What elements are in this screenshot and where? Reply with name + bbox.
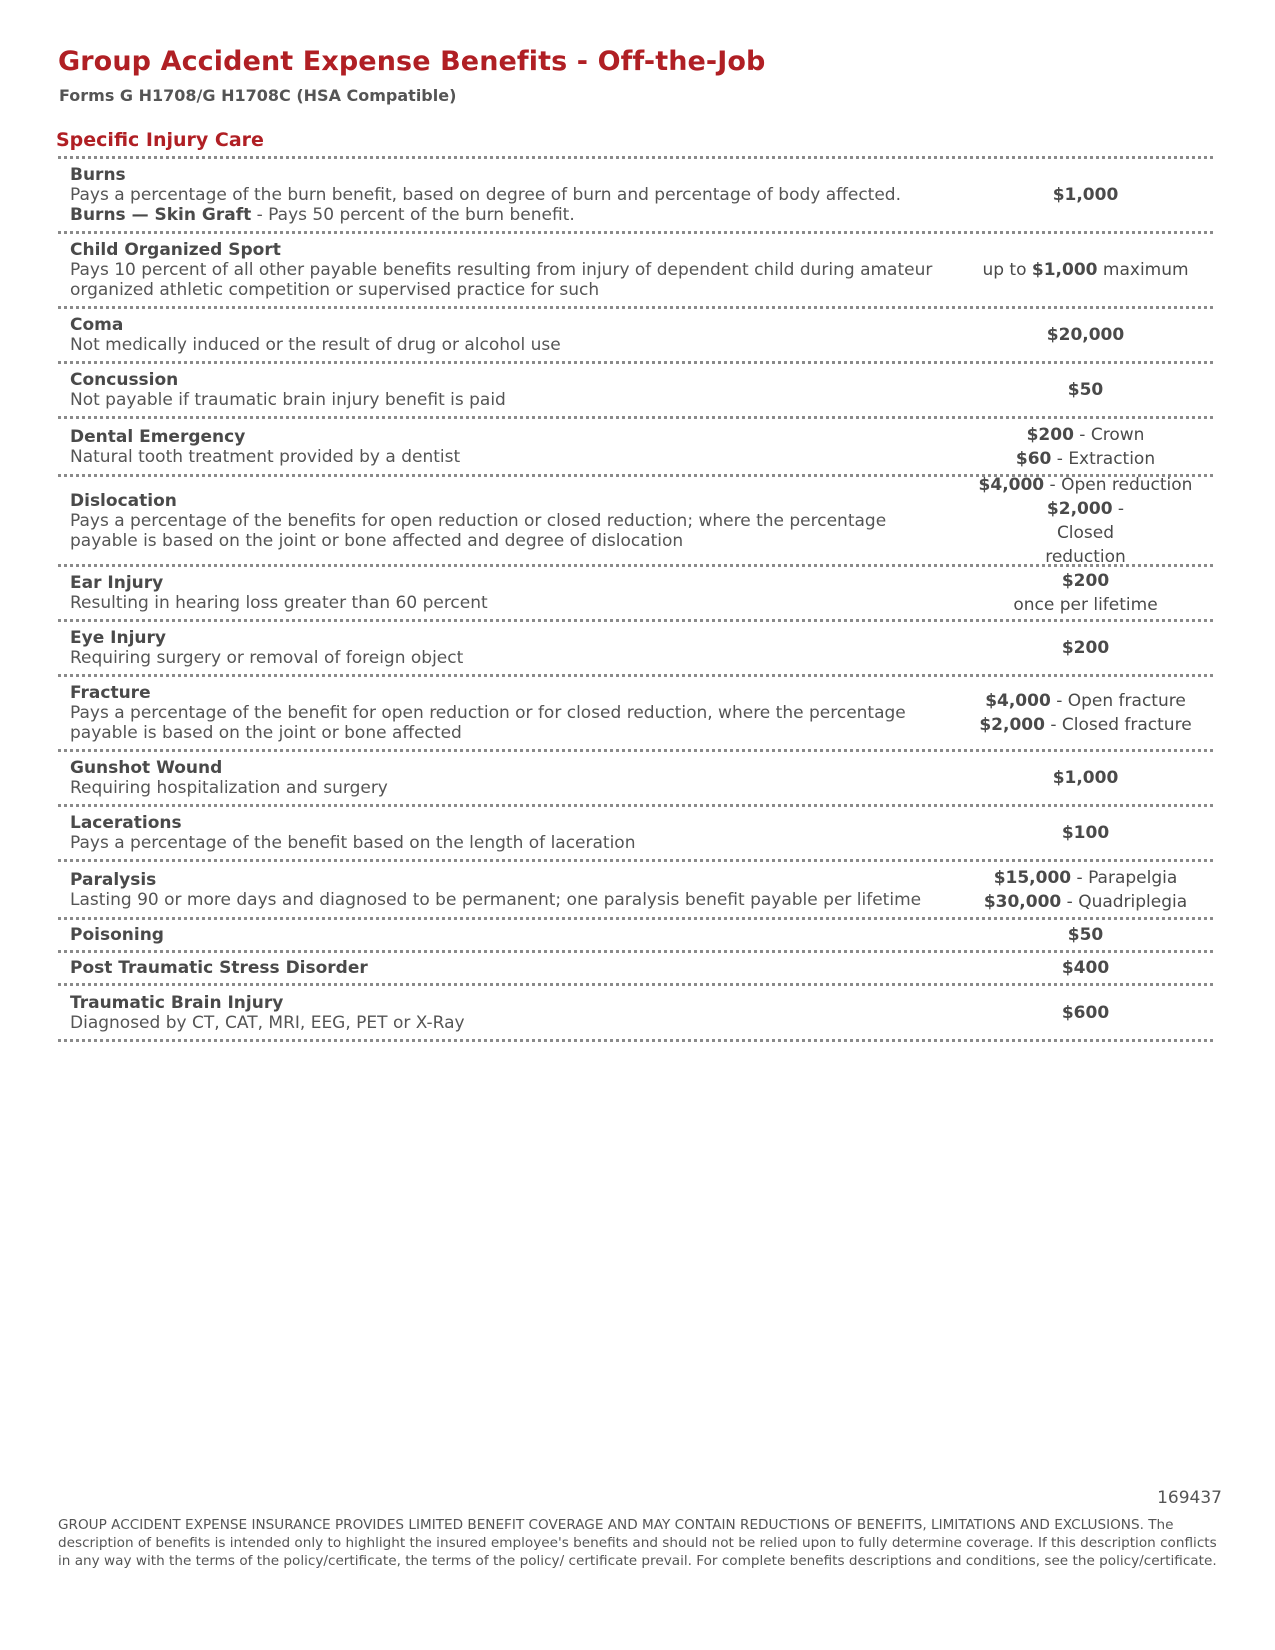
benefit-description: Pays a percentage of the benefit based on the length of laceration (70, 833, 636, 853)
benefit-description: Diagnosed by CT, CAT, MRI, EEG, PET or X-Ray (70, 1012, 465, 1033)
benefit-name: Lacerations (70, 813, 182, 833)
benefit-details (58, 683, 958, 743)
amount-label: - Extraction (1051, 448, 1156, 469)
benefit-amount-cell (958, 636, 1213, 660)
benefit-details (58, 925, 958, 945)
benefit-description: Not medically induced or the result of drug or alcohol use (70, 335, 561, 355)
benefit-description: Pays a percentage of the burn benefit, based on degree of burn and percentage of body affected. (70, 185, 901, 205)
benefit-description: Lasting 90 or more days and diagnosed to be permanent; one paralysis benefit payable per lifetime (70, 889, 922, 910)
benefit-amount: $1,000 (1031, 260, 1098, 280)
benefit-row-traumatic-brain-injury (58, 986, 1213, 1042)
amount-label: - Crown (1073, 424, 1145, 445)
amount-label: - Parapelgia (1071, 867, 1178, 888)
benefit-amount: $400 (1061, 958, 1110, 978)
benefit-amount: $4,000 (978, 474, 1045, 495)
benefit-name: Dislocation (70, 490, 177, 511)
benefits-table (58, 156, 1213, 1042)
benefit-name: Post Traumatic Stress Disorder (70, 958, 368, 978)
benefit-row-dental-emergency (58, 419, 1213, 477)
amount-label: - Open fracture (1050, 691, 1186, 711)
amount-line (958, 423, 1213, 447)
benefit-details (58, 993, 958, 1033)
amount-line (958, 866, 1213, 890)
page-title: Group Accident Expense Benefits - Off-the-Job (58, 46, 766, 77)
benefit-name: Concussion (70, 370, 179, 390)
amount-label: - Closed fracture (1044, 715, 1192, 735)
amount-line (958, 473, 1213, 497)
amount-note: once per lifetime (1013, 595, 1158, 615)
benefit-row-eye-injury (58, 622, 1213, 677)
benefit-row-concussion (58, 364, 1213, 419)
benefit-amount-cell (958, 923, 1213, 947)
benefit-name: Ear Injury (70, 573, 164, 593)
benefit-amount: $200 (1061, 571, 1110, 591)
amount-suffix: maximum (1097, 260, 1189, 280)
benefit-name: Fracture (70, 683, 151, 703)
benefit-amount-cell (958, 956, 1213, 980)
benefit-details (58, 165, 958, 225)
benefit-details (58, 813, 958, 853)
benefit-amount-cell (958, 1001, 1213, 1025)
benefit-amount: $2,000 (1046, 498, 1113, 519)
benefit-amount-cell (958, 378, 1213, 402)
amount-line (958, 689, 1213, 713)
benefit-name: Poisoning (70, 925, 164, 945)
benefit-row-poisoning (58, 920, 1213, 953)
benefit-amount: $2,000 (979, 715, 1045, 735)
benefit-amount: $20,000 (1046, 325, 1125, 345)
benefit-amount: $50 (1067, 925, 1104, 945)
benefit-amount: $60 (1015, 448, 1052, 469)
sub-benefit-name: Burns — Skin Graft (70, 205, 252, 225)
benefit-description: Requiring hospitalization and surgery (70, 778, 388, 798)
benefit-details (58, 427, 958, 467)
benefit-amount: $50 (1067, 380, 1104, 400)
benefit-details (58, 370, 958, 410)
benefit-description: Pays 10 percent of all other payable benefits resulting from injury of dependent child during amateur organized athletic competition or supervised practice for such (70, 260, 933, 300)
benefit-description: Resulting in hearing loss greater than 60 percent (70, 593, 488, 613)
reference-number: 169437 (1157, 1488, 1222, 1508)
amount-label: - Quadriplegia (1061, 891, 1188, 912)
disclaimer-text: GROUP ACCIDENT EXPENSE INSURANCE PROVIDES LIMITED BENEFIT COVERAGE AND MAY CONTAIN REDUCTIONS OF BENEFITS, LIMITATIONS AND EXCLUSIONS. The description of benefits is intended only to highlight the insured employee's benefits and should not be relied upon to fully determine coverage. If this description conflicts in any way with the terms of the policy/certificate, the terms of the policy/ certificate prevail. For complete benefits descriptions and conditions, see the policy/certificate. (58, 1517, 1217, 1569)
benefit-amount-cell (958, 473, 1213, 569)
benefit-amount-cell (958, 569, 1213, 617)
benefit-description: Natural tooth treatment provided by a dentist (70, 446, 461, 467)
benefit-row-dislocation (58, 474, 1213, 567)
benefit-amount-cell (958, 866, 1213, 914)
benefit-amount-cell (958, 766, 1213, 790)
benefit-amount-cell (958, 689, 1213, 737)
benefit-name: Dental Emergency (70, 426, 246, 447)
benefit-name: Paralysis (70, 869, 157, 890)
benefit-amount: $4,000 (985, 691, 1051, 711)
benefit-row-coma (58, 309, 1213, 364)
benefit-name: Traumatic Brain Injury (70, 992, 284, 1013)
benefit-amount-cell (958, 258, 1213, 282)
benefit-description: Not payable if traumatic brain injury benefit is paid (70, 390, 506, 410)
benefit-name: Gunshot Wound (70, 758, 223, 778)
benefit-description: Requiring surgery or removal of foreign object (70, 648, 464, 668)
benefit-amount: $200 (1061, 638, 1110, 658)
benefit-details (58, 870, 958, 910)
benefit-amount: $200 (1026, 424, 1074, 445)
amount-line (958, 497, 1213, 569)
benefit-amount: $30,000 (983, 891, 1062, 912)
benefit-name: Child Organized Sport (70, 240, 281, 260)
benefit-details (58, 240, 958, 300)
benefit-details (58, 958, 958, 978)
benefit-row-fracture (58, 677, 1213, 752)
benefit-sub-description (70, 205, 958, 225)
benefit-name: Coma (70, 315, 124, 335)
benefit-row-burns (58, 159, 1213, 234)
benefit-details (58, 573, 958, 613)
benefit-row-paralysis (58, 862, 1213, 920)
benefit-amount-cell (958, 821, 1213, 845)
amount-label: - Open reduction (1044, 474, 1193, 495)
benefit-row-lacerations (58, 807, 1213, 862)
benefit-amount-cell (958, 323, 1213, 347)
benefit-details (58, 628, 958, 668)
benefit-details (58, 758, 958, 798)
benefit-amount: $1,000 (1052, 768, 1119, 788)
benefit-row-ptsd (58, 953, 1213, 986)
benefit-description: Pays a percentage of the benefit for open reduction or for closed reduction, where the percentage payable is based on the joint or bone affected (70, 703, 906, 743)
benefit-row-gunshot-wound (58, 752, 1213, 807)
benefit-amount: $600 (1061, 1002, 1110, 1023)
benefit-details (58, 315, 958, 355)
benefit-row-child-organized-sport (58, 234, 1213, 309)
amount-label: - Closed reduction (1045, 498, 1126, 567)
benefit-amount: $1,000 (1052, 185, 1119, 205)
benefit-amount: $100 (1061, 823, 1110, 843)
benefit-name: Eye Injury (70, 628, 166, 648)
sub-benefit-text: - Pays 50 percent of the burn benefit. (251, 205, 575, 225)
benefit-amount: $15,000 (993, 867, 1072, 888)
amount-line (958, 447, 1213, 471)
benefit-description: Pays a percentage of the benefits for open reduction or closed reduction; where the percentage payable is based on the joint or bone affected and degree of dislocation (70, 510, 887, 551)
amount-line (958, 890, 1213, 914)
section-heading: Specific Injury Care (56, 129, 264, 151)
amount-prefix: up to (982, 260, 1032, 280)
benefit-amount-cell (958, 183, 1213, 207)
benefit-name: Burns (70, 165, 126, 185)
benefit-row-ear-injury (58, 567, 1213, 622)
form-subtitle: Forms G H1708/G H1708C (HSA Compatible) (59, 86, 457, 105)
amount-line (958, 713, 1213, 737)
benefit-amount-cell (958, 423, 1213, 471)
benefit-details (58, 491, 958, 551)
